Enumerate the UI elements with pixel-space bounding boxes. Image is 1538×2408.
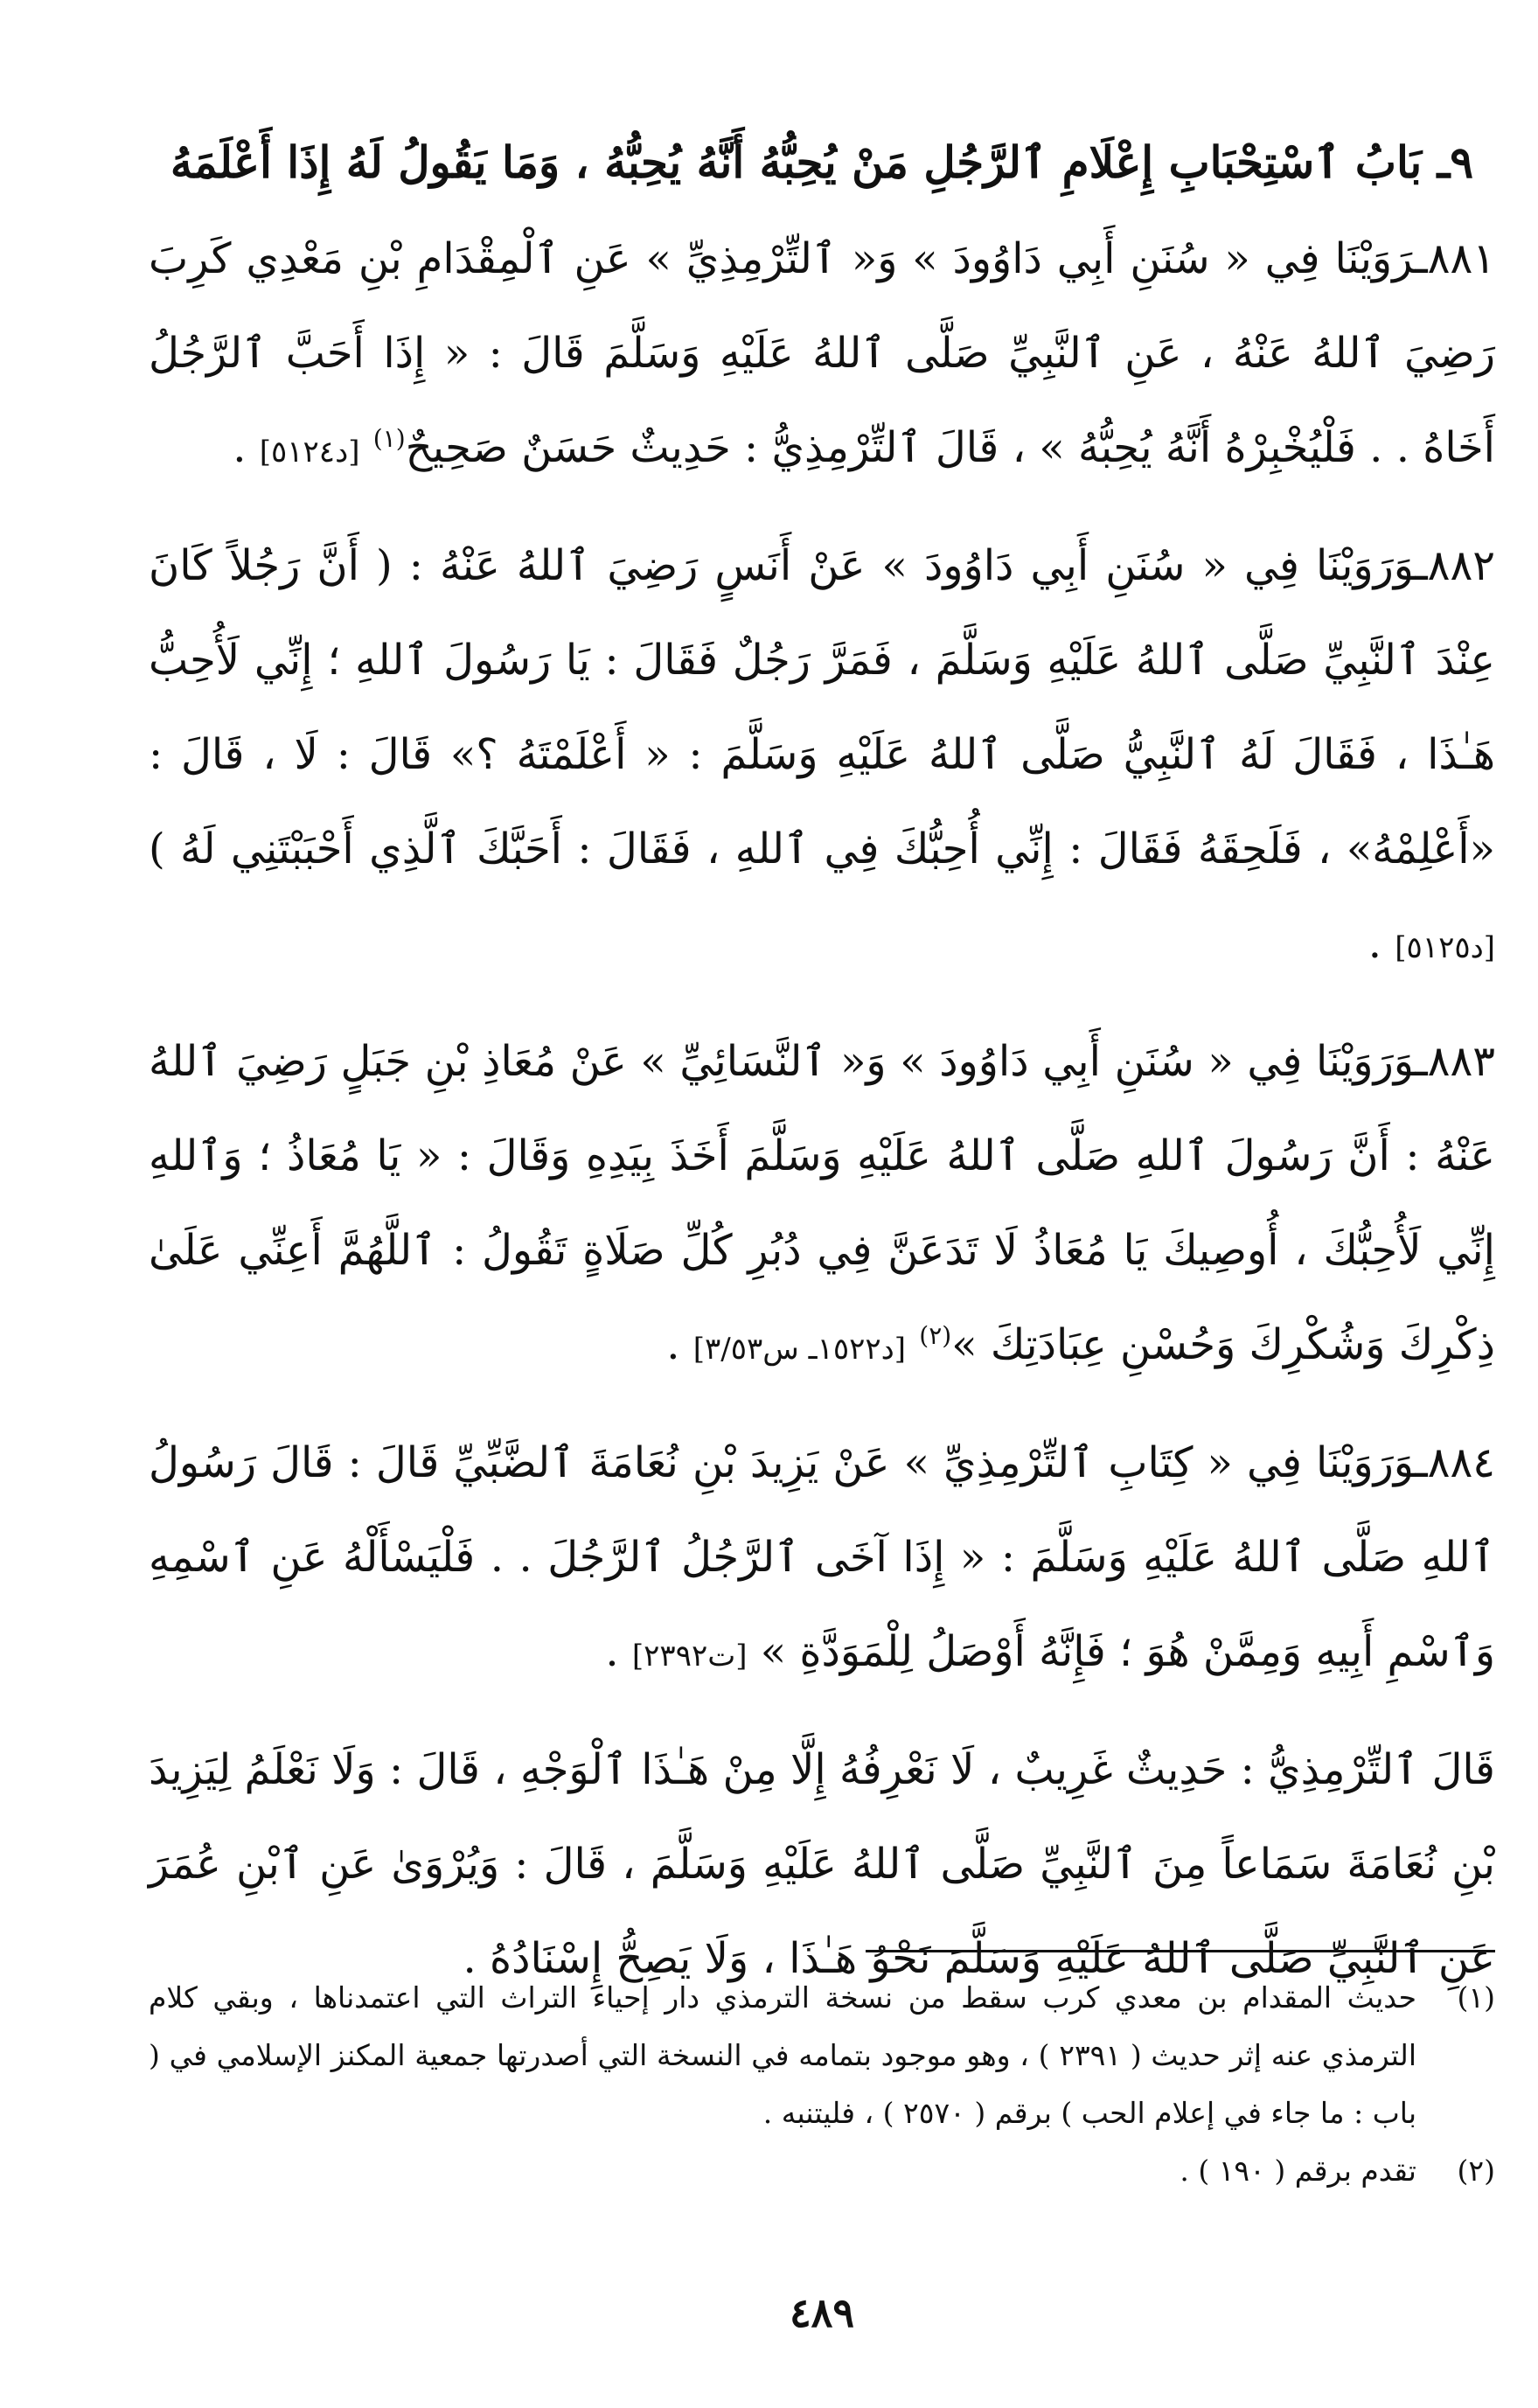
source-reference: [د١٥٢٢ـ س٣/٥٣] [692,1332,907,1367]
hadith-text: وَرَوَيْنَا فِي « سُنَنِ أَبِي دَاوُودَ » وَ« ٱلنَّسَائِيِّ » عَنْ مُعَاذِ بْنِ جَبَلٍ رَضِيَ ٱللهُ عَنْهُ : أَنَّ رَسُولَ ٱللهِ صَلَّى ٱللهُ عَلَيْهِ وَسَلَّمَ أَخَذَ بِيَدِهِ وَقَالَ : « يَا مُعَاذُ ؛ وَٱللهِ إِنِّي لَأُحِبُّكَ ، أُوصِيكَ يَا مُعَاذُ لَا تَدَعَنَّ فِي دُبُرِ كُلِّ صَلَاةٍ تَقُولُ : ٱللَّهُمَّ أَعِنِّي عَلَىٰ ذِكْرِكَ وَشُكْرِكَ وَحُسْنِ عِبَادَتِكَ » [149,1037,1495,1369]
hadith-number: ٨٨٣ـ [1415,1037,1495,1086]
footnote-text: تقدم برقم ( ١٩٠ ) . [1180,2154,1416,2188]
footnote-marker: (٢) [919,1321,952,1350]
footnote-1 [149,1969,1495,2142]
hadith-text: وَرَوَيْنَا فِي « كِتَابِ ٱلتِّرْمِذِيِّ » عَنْ يَزِيدَ بْنِ نُعَامَةَ ٱلضَّبِّيِّ قَالَ : قَالَ رَسُولُ ٱللهِ صَلَّى ٱللهُ عَلَيْهِ وَسَلَّمَ : « إِذَا آخَى ٱلرَّجُلُ ٱلرَّجُلَ . . فَلْيَسْأَلْهُ عَنِ ٱسْمِهِ وَٱسْمِ أَبِيهِ وَمِمَّنْ هُوَ ؛ فَإِنَّهُ أَوْصَلُ لِلْمَوَدَّةِ » [149,1438,1495,1676]
hadith-paragraph-882 [149,518,1495,995]
footnote-marker: (١) [372,424,406,453]
paragraph-end: . [666,1320,693,1369]
footnotes [149,1969,1495,2200]
tirmidhi-commentary-paragraph [149,1722,1495,2006]
chapter-title: ٩ـ بَابُ ٱسْتِحْبَابِ إِعْلَامِ ٱلرَّجُلِ مَنْ يُحِبُّهُ أَنَّهُ يُحِبُّهُ ، وَمَا يَقُولُ لَهُ إِذَا أَعْلَمَهُ [170,136,1474,188]
hadith-number: ٨٨٢ـ [1415,541,1495,590]
hadith-number: ٨٨٤ـ [1415,1438,1495,1487]
commentary-text: قَالَ ٱلتِّرْمِذِيُّ : حَدِيثٌ غَرِيبٌ ، لَا نَعْرِفُهُ إِلَّا مِنْ هَـٰذَا ٱلْوَجْهِ ، قَالَ : وَلَا نَعْلَمُ لِيَزِيدَ بْنِ نُعَامَةَ سَمَاعاً مِنَ ٱلنَّبِيِّ صَلَّى ٱللهُ عَلَيْهِ وَسَلَّمَ ، قَالَ : وَيُرْوَىٰ عَنِ ٱبْنِ عُمَرَ عَنِ ٱلنَّبِيِّ صَلَّى ٱللهُ عَلَيْهِ وَسَلَّمَ نَحْوُ هَـٰذَا ، وَلَا يَصِحُّ إِسْنَادُهُ . [149,1745,1495,1983]
hadith-paragraph-881 [149,212,1495,499]
paragraph-end: . [233,423,260,472]
source-reference: [ت٢٣٩٢] [631,1639,748,1674]
footnote-separator [866,1950,1495,1952]
footnote-2 [149,2142,1495,2200]
source-reference: [د٥١٢٤] [259,435,360,470]
paragraph-end: . [605,1627,632,1676]
book-page [149,122,1496,2336]
hadith-text: رَوَيْنَا فِي « سُنَنِ أَبِي دَاوُودَ » وَ« ٱلتِّرْمِذِيِّ » عَنِ ٱلْمِقْدَامِ بْنِ مَعْدِي كَرِبَ رَضِيَ ٱللهُ عَنْهُ ، عَنِ ٱلنَّبِيِّ صَلَّى ٱللهُ عَلَيْهِ وَسَلَّمَ قَالَ : « إِذَا أَحَبَّ ٱلرَّجُلُ أَخَاهُ . . فَلْيُخْبِرْهُ أَنَّهُ يُحِبُّهُ » ، قَالَ ٱلتِّرْمِذِيُّ : حَدِيثٌ حَسَنٌ صَحِيحٌ [149,234,1495,472]
hadith-paragraph-884 [149,1416,1495,1703]
paragraph-end: . [1367,919,1395,968]
hadith-text: وَرَوَيْنَا فِي « سُنَنِ أَبِي دَاوُودَ » عَنْ أَنَسٍ رَضِيَ ٱللهُ عَنْهُ : ( أَنَّ رَجُلاً كَانَ عِنْدَ ٱلنَّبِيِّ صَلَّى ٱللهُ عَلَيْهِ وَسَلَّمَ ، فَمَرَّ رَجُلٌ فَقَالَ : يَا رَسُولَ ٱللهِ ؛ إِنِّي لَأُحِبُّ هَـٰذَا ، فَقَالَ لَهُ ٱلنَّبِيُّ صَلَّى ٱللهُ عَلَيْهِ وَسَلَّمَ : « أَعْلَمْتَهُ ؟» قَالَ : لَا ، قَالَ : «أَعْلِمْهُ» ، فَلَحِقَهُ فَقَالَ : إِنِّي أُحِبُّكَ فِي ٱللهِ ، فَقَالَ : أَحَبَّكَ ٱلَّذِي أَحْبَبْتَنِي لَهُ ) [149,541,1496,873]
source-reference: [د٥١٢٥] [1395,930,1495,965]
page-number: ٤٨٩ [789,2289,855,2336]
hadith-number: ٨٨١ـ [1415,234,1495,283]
footnote-text: حديث المقدام بن معدي كرب سقط من نسخة الترمذي دار إحياء التراث التي اعتمدناها ، وبقي كلام الترمذي عنه إثر حديث ( ٢٣٩١ ) ، وهو موجود بتمامه في النسخة التي أصدرتها جمعية المكنز الإسلامي في ( باب : ما جاء في إعلام الحب ) برقم ( ٢٥٧٠ ) ، فليتنبه . [149,1980,1416,2130]
footnote-mark: (١) [1457,1980,1495,2015]
footnote-mark: (٢) [1457,2154,1495,2188]
hadith-paragraph-883 [149,1014,1495,1396]
